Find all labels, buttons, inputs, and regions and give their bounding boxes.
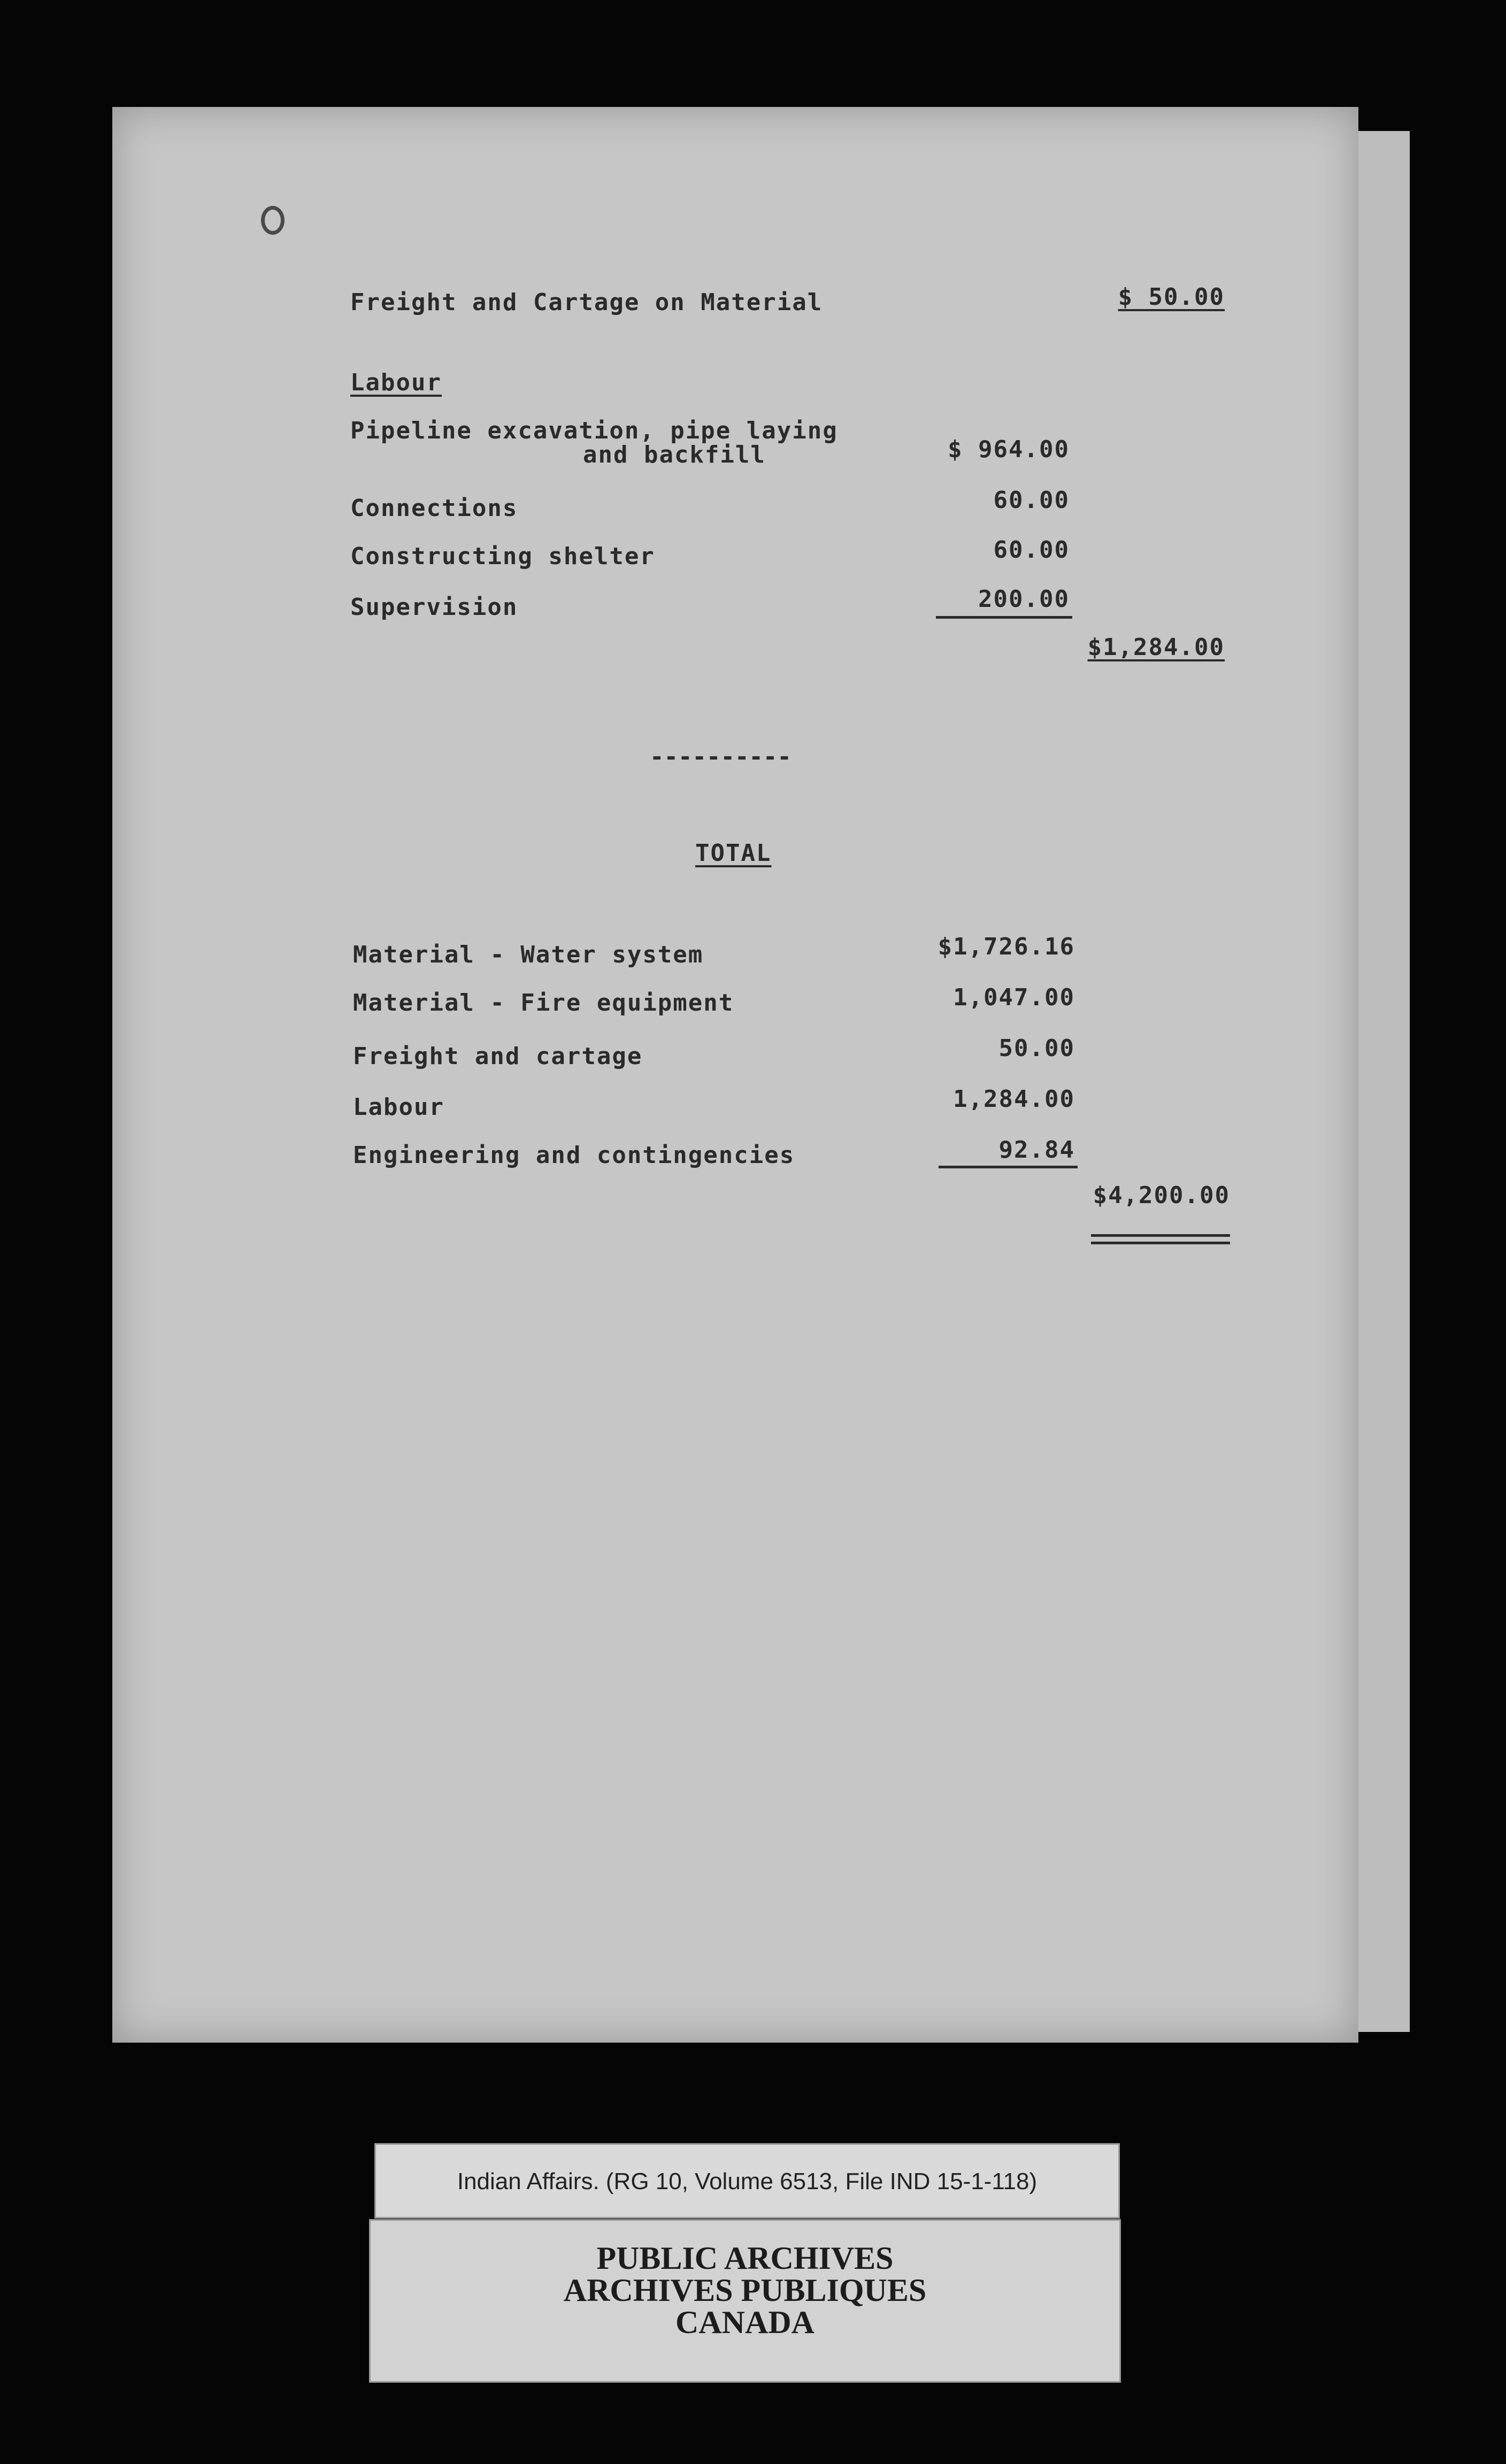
labour-item-2-label: Connections xyxy=(350,495,518,522)
total-sum-rule xyxy=(939,1166,1078,1168)
labour-item-3-label: Constructing shelter xyxy=(350,543,655,570)
freight-label: Freight and Cartage on Material xyxy=(350,289,823,316)
total-item-3-label: Freight and cartage xyxy=(353,1043,643,1070)
total-item-2-label: Material - Fire equipment xyxy=(353,989,734,1017)
stamp-line-3: CANADA xyxy=(675,2305,815,2340)
labour-item-4-label: Supervision xyxy=(350,594,518,621)
labour-heading: Labour xyxy=(350,369,442,396)
total-item-1-amount: $1,726.16 xyxy=(938,933,1075,960)
stamp-line-2: ARCHIVES PUBLIQUES xyxy=(563,2273,927,2308)
total-item-1-label: Material - Water system xyxy=(353,941,704,968)
archive-reference-label xyxy=(374,2143,1120,2219)
total-item-3-amount: 50.00 xyxy=(998,1035,1075,1062)
section-separator: ---------- xyxy=(650,743,792,771)
grand-total-rule-2 xyxy=(1091,1242,1230,1244)
labour-subtotal: $1,284.00 xyxy=(1087,634,1225,661)
archive-reference: Indian Affairs. (RG 10, Volume 6513, File IND 15-1-118) xyxy=(457,2168,1038,2194)
labour-item-1-label-cont: and backfill xyxy=(583,441,766,468)
document-page xyxy=(112,107,1358,2043)
total-item-5-amount: 92.84 xyxy=(998,1136,1075,1164)
labour-item-1-label: Pipeline excavation, pipe laying xyxy=(350,417,838,444)
total-item-4-label: Labour xyxy=(353,1094,444,1121)
grand-total-rule-1 xyxy=(1091,1234,1230,1237)
punch-hole xyxy=(261,206,285,235)
archive-stamp xyxy=(369,2219,1121,2383)
labour-item-4-amount: 200.00 xyxy=(978,586,1070,613)
total-heading: TOTAL xyxy=(695,840,772,867)
labour-item-1-amount: $ 964.00 xyxy=(948,436,1070,463)
total-item-2-amount: 1,047.00 xyxy=(953,984,1075,1011)
grand-total: $4,200.00 xyxy=(1093,1182,1230,1209)
total-item-5-label: Engineering and contingencies xyxy=(353,1142,795,1169)
labour-item-3-amount: 60.00 xyxy=(993,536,1070,564)
total-item-4-amount: 1,284.00 xyxy=(953,1085,1075,1113)
freight-amount: $ 50.00 xyxy=(1118,283,1225,311)
labour-sum-rule xyxy=(936,616,1072,619)
stamp-line-1: PUBLIC ARCHIVES xyxy=(596,2240,894,2276)
labour-item-2-amount: 60.00 xyxy=(993,487,1070,514)
